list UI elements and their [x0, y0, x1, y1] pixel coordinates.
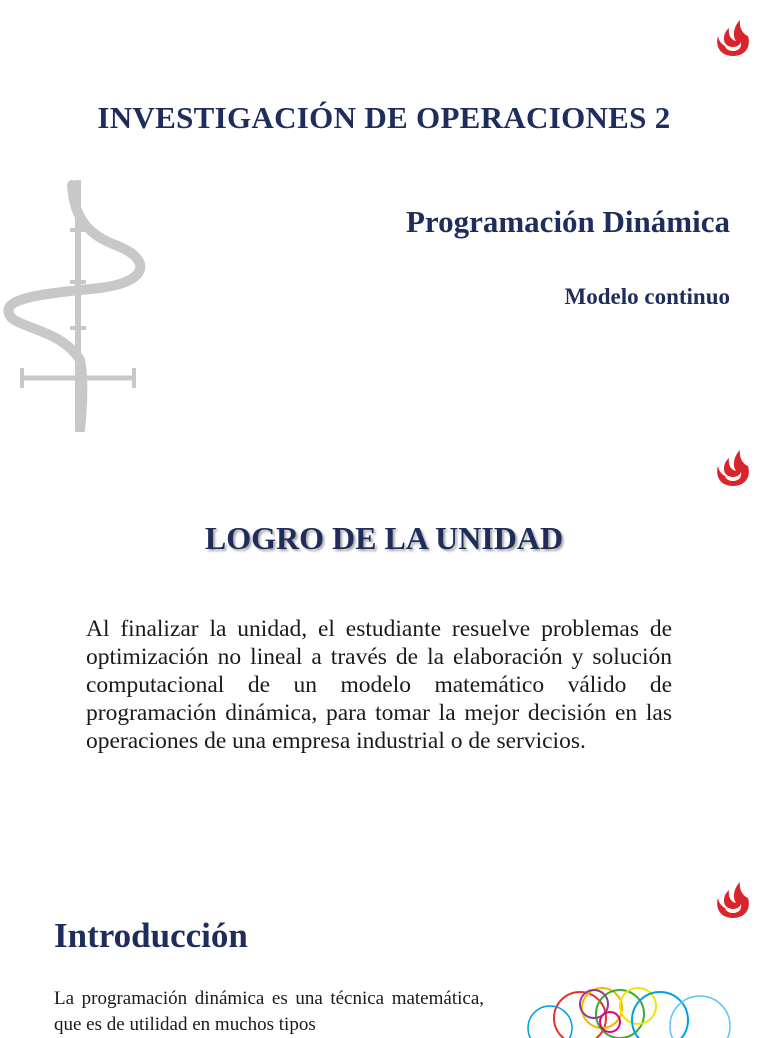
upc-flame-logo-icon [712, 16, 754, 58]
upc-flame-logo-icon [712, 878, 754, 920]
logro-title: LOGRO DE LA UNIDAD [204, 520, 564, 556]
slide-title [0, 0, 768, 432]
subtopic-title: Modelo continuo [564, 284, 730, 309]
logro-paragraph: Al finalizar la unidad, el estudiante resuelve problemas de optimización no lineal a través de la elaboración y solución computacional de un modelo matemático válido de programación dinámica, para tomar la mejor decisión en las operaciones de una empresa industrial o de servicios. [86, 616, 672, 754]
slide-logro [0, 432, 768, 864]
slide-introduccion [0, 864, 768, 1035]
introduccion-paragraph: La programación dinámica es una técnica matemática, que es de utilidad en muchos tipos [54, 988, 484, 1035]
function-curve-decoration-icon [0, 180, 160, 432]
course-title: INVESTIGACIÓN DE OPERACIONES 2 [97, 100, 671, 135]
subject-title: Programación Dinámica [405, 204, 730, 239]
upc-flame-logo-icon [712, 446, 754, 488]
introduccion-title: Introducción [54, 916, 248, 955]
colorful-circles-decoration-icon [510, 978, 750, 1038]
